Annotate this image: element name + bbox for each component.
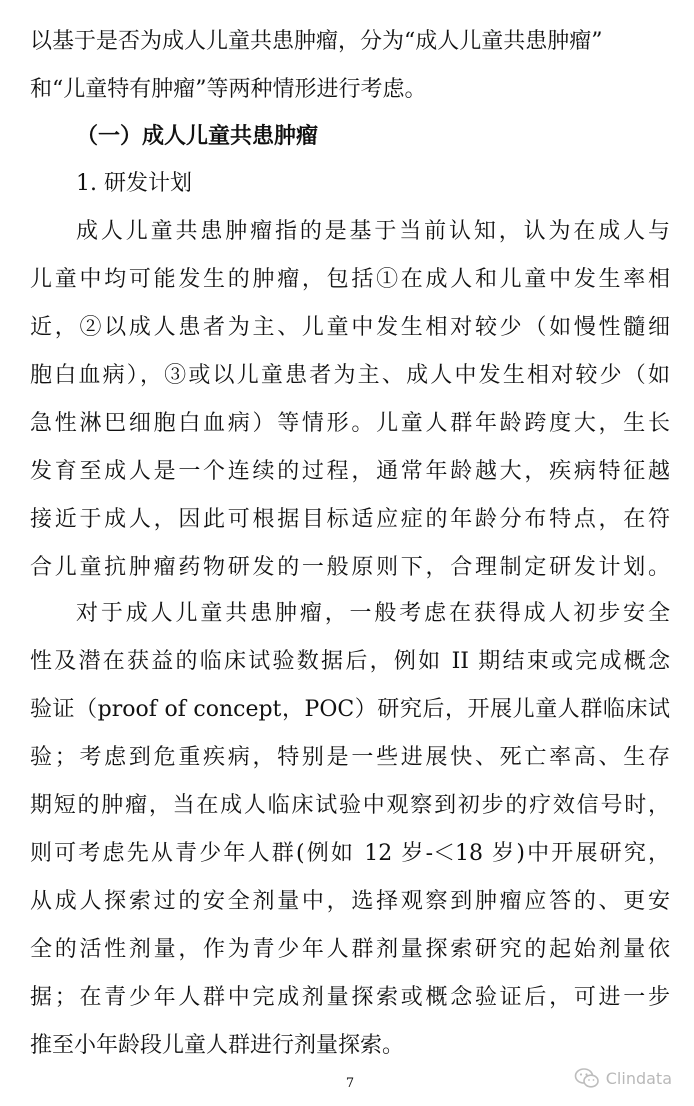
text-line: 推至小年龄段儿童人群进行剂量探索。	[30, 1033, 405, 1058]
text-line: 期短的肿瘤，当在成人临床试验中观察到初步的疗效信号时，	[30, 793, 670, 818]
text-line: 发育至成人是一个连续的过程，通常年龄越大，疾病特征越	[30, 459, 670, 484]
text-line: 和“儿童特有肿瘤”等两种情形进行考虑。	[30, 77, 427, 102]
text-line: 儿童中均可能发生的肿瘤，包括①在成人和儿童中发生率相	[30, 267, 670, 292]
text-line: 接近于成人，因此可根据目标适应症的年龄分布特点，在符	[30, 507, 670, 532]
text-line: 合儿童抗肿瘤药物研发的一般原则下，合理制定研发计划。	[30, 555, 670, 580]
text-line: 胞白血病），③或以儿童患者为主、成人中发生相对较少（如	[30, 363, 670, 388]
text-line: 急性淋巴细胞白血病）等情形。儿童人群年龄跨度大，生长	[30, 411, 670, 436]
watermark-text: Clindata	[605, 1068, 672, 1088]
text-line: 成人儿童共患肿瘤指的是基于当前认知，认为在成人与	[76, 219, 670, 244]
text-line: 则可考虑先从青少年人群(例如 12 岁-＜18 岁)中开展研究，	[30, 841, 670, 866]
text-line: 近，②以成人患者为主、儿童中发生相对较少（如慢性髓细	[30, 315, 670, 340]
text-line: 据；在青少年人群中完成剂量探索或概念验证后，可进一步	[30, 985, 670, 1010]
wechat-icon	[574, 1065, 600, 1091]
subsection-heading: 1. 研发计划	[76, 171, 192, 196]
page-number: 7	[345, 1076, 355, 1091]
text-line: 性及潜在获益的临床试验数据后，例如 II 期结束或完成概念	[30, 649, 670, 674]
text-line: 验；考虑到危重疾病，特别是一些进展快、死亡率高、生存	[30, 745, 670, 770]
watermark	[574, 1064, 672, 1092]
text-line: 对于成人儿童共患肿瘤，一般考虑在获得成人初步安全	[76, 601, 670, 626]
text-line: 以基于是否为成人儿童共患肿瘤，分为“成人儿童共患肿瘤”	[30, 29, 603, 54]
section-heading: （一）成人儿童共患肿瘤	[76, 123, 319, 149]
text-line: 全的活性剂量，作为青少年人群剂量探索研究的起始剂量依	[30, 937, 670, 962]
text-line: 验证（proof of concept，POC）研究后，开展儿童人群临床试	[30, 697, 670, 722]
text-line: 从成人探索过的安全剂量中，选择观察到肿瘤应答的、更安	[30, 889, 670, 914]
